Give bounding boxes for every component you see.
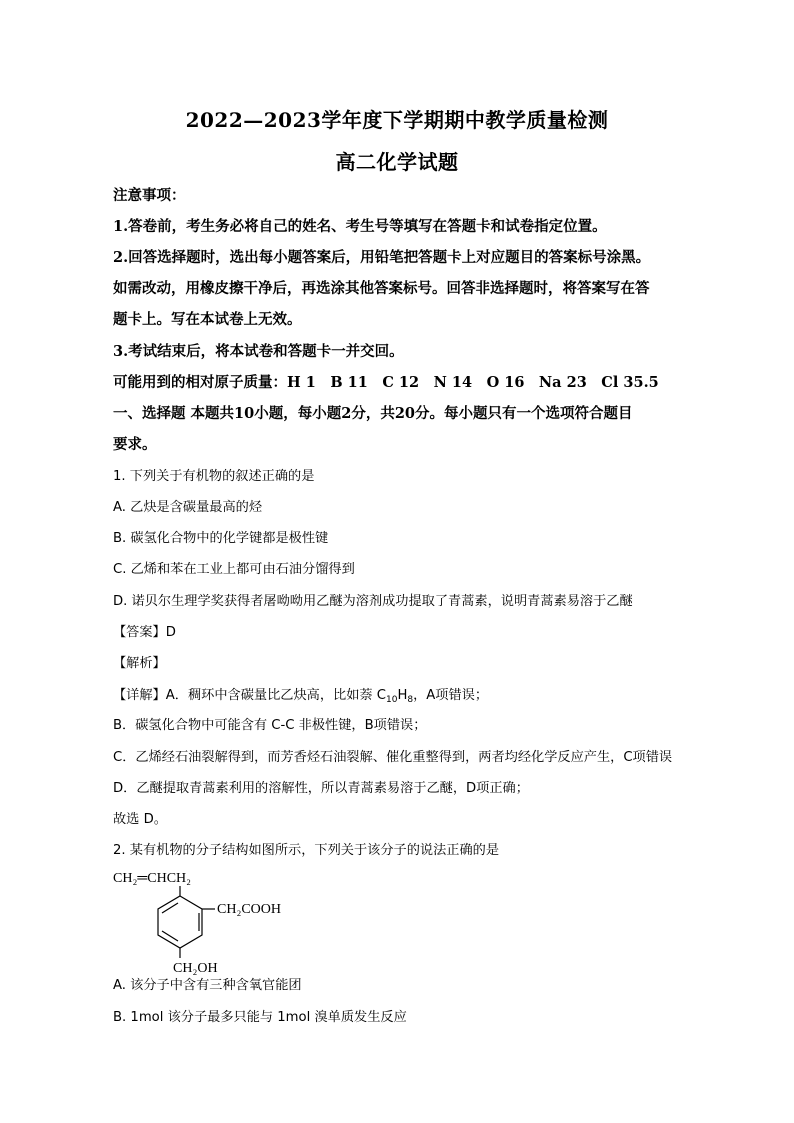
question-2-stem: 2. 某有机物的分子结构如图所示，下列关于该分子的说法正确的是 (113, 843, 500, 858)
detail-a-hydrogen: H (397, 688, 408, 703)
section-heading-line-2: 要求。 (113, 436, 157, 453)
question-1-option-d: D. 诺贝尔生理学奖获得者屠呦呦用乙醚为溶剂成功提取了青蒿素，说明青蒿素易溶于乙醚 (113, 594, 633, 609)
notice-item-2-line-2: 如需改动，用橡皮擦干净后，再选涂其他答案标号。回答非选择题时，将答案写在答 (113, 280, 650, 297)
question-1-option-c: C. 乙烯和苯在工业上都可由石油分馏得到 (113, 562, 355, 577)
ring-double-bond-2 (162, 903, 178, 913)
analysis-heading: 【解析】 (113, 656, 166, 671)
question-1-stem: 1. 下列关于有机物的叙述正确的是 (113, 469, 315, 484)
side-group-label: CH₂COOH (217, 902, 281, 917)
exam-title: 2022—2023学年度下学期期中教学质量检测 (185, 108, 609, 132)
question-1-answer: 【答案】D (113, 625, 176, 640)
question-2-option-a: A. 该分子中含有三种含氧官能团 (113, 978, 302, 993)
molecule-structure-diagram (113, 866, 313, 976)
question-1-option-b: B. 碳氢化合物中的化学键都是极性键 (113, 531, 329, 546)
question-1-option-a: A. 乙炔是含碳量最高的烃 (113, 500, 263, 515)
detail-a-suffix: ，A项错误； (413, 688, 489, 703)
notice-item-3: 3.考试结束后，将本试卷和答题卡一并交回。 (113, 343, 404, 360)
question-2-option-b: B. 1mol 该分子最多只能与 1mol 溴单质发生反应 (113, 1010, 407, 1025)
notice-item-1: 1.答卷前，考生务必将自己的姓名、考生号等填写在答题卡和试卷指定位置。 (113, 218, 607, 235)
detail-label: 【详解】 (113, 688, 166, 703)
notice-item-2-line-1: 2.回答选择题时，选出每小题答案后，用铅笔把答题卡上对应题目的答案标号涂黑。 (113, 249, 651, 266)
detail-a-subscript-h: 8 (407, 695, 414, 705)
ring-double-bond-3 (162, 931, 178, 941)
conclusion: 故选 D。 (113, 812, 167, 827)
detail-line-a (113, 685, 488, 710)
detail-line-c: C．乙烯经石油裂解得到，而芳香烃石油裂解、催化重整得到，两者均经化学反应产生，C项错误 (113, 750, 673, 765)
notice-item-2-line-3: 题卡上。写在本试卷上无效。 (113, 311, 302, 328)
top-group-label: CH₂═CHCH₂ (113, 871, 192, 886)
detail-a-text: A．稠环中含碳量比乙炔高，比如萘 C (165, 688, 386, 703)
detail-line-b: B．碳氢化合物中可能含有 C-C 非极性键，B项错误； (113, 718, 427, 733)
exam-subtitle: 高二化学试题 (335, 150, 459, 174)
notice-heading: 注意事项： (113, 187, 186, 204)
bottom-group-label: CH₂OH (173, 961, 218, 976)
detail-a-subscript-c: 10 (385, 695, 398, 705)
detail-line-d: D．乙醚提取青蒿素利用的溶解性，所以青蒿素易溶于乙醚，D项正确； (113, 781, 529, 796)
section-heading-line-1: 一、选择题 本题共10小题，每小题2分，共20分。每小题只有一个选项符合题目 (113, 405, 633, 422)
atomic-masses: 可能用到的相对原子质量：H 1 B 11 C 12 N 14 O 16 Na 23 Cl 35.5 (113, 374, 659, 391)
benzene-ring (158, 896, 202, 948)
